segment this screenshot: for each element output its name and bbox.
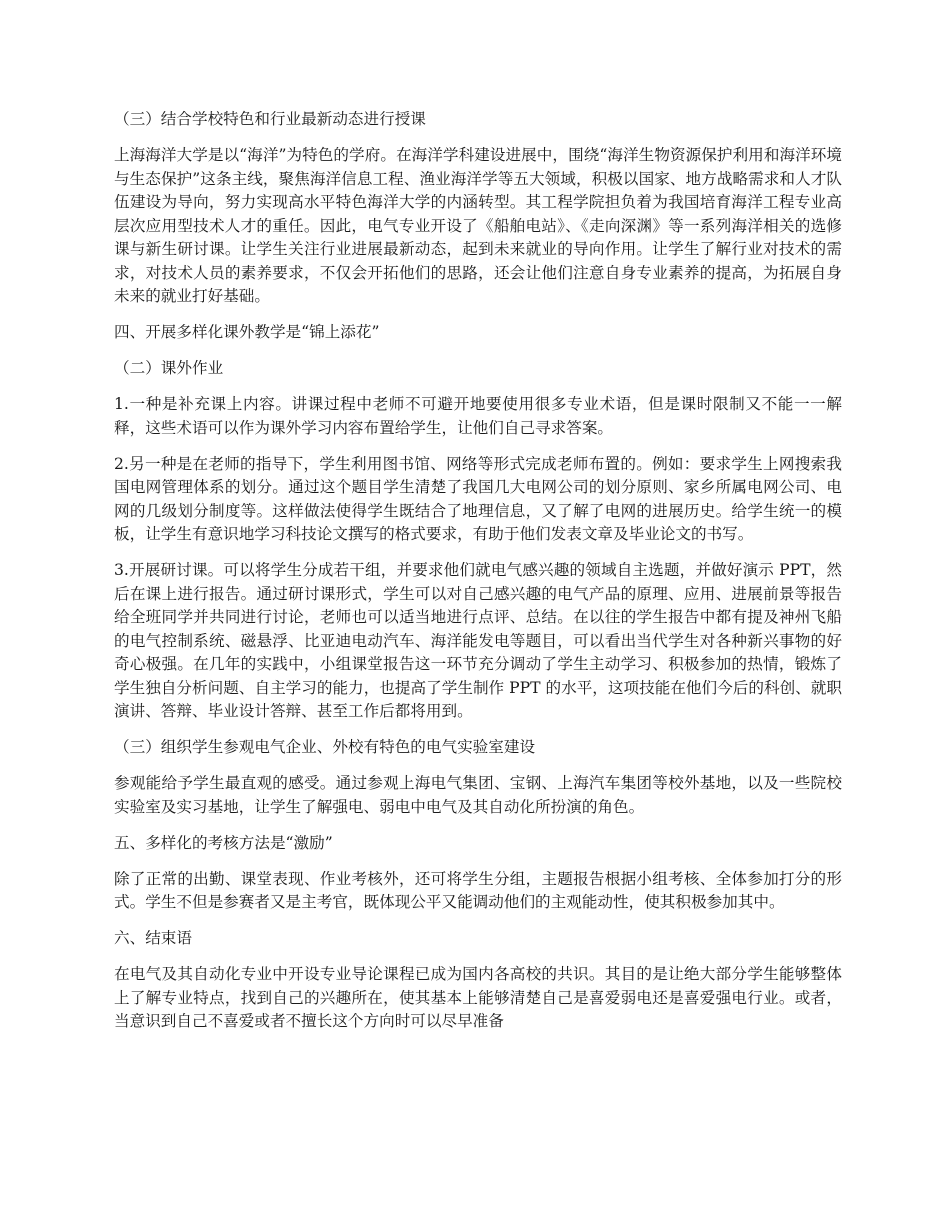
paragraph-assessment: 除了正常的出勤、课堂表现、作业考核外，还可将学生分组，主题报告根据小组考核、全体参加打分的形式。学生不但是参赛者又是主考官，既体现公平又能调动他们的主观能动性，使其积极参加其中。 [114, 869, 842, 911]
section-heading-homework: （二）课外作业 [114, 359, 224, 377]
paragraph-company-visits: 参观能给予学生最直观的感受。通过参观上海电气集团、宝钢、上海汽车集团等校外基地，以及一些院校实验室及实习基地，让学生了解强电、弱电中电气及其自动化所扮演的角色。 [114, 774, 842, 816]
paragraph-homework-item-3: 3.开展研讨课。可以将学生分成若干组，并要求他们就电气感兴趣的领域自主选题，并做好演示 PPT，然后在课上进行报告。通过研讨课形式，学生可以对自己感兴趣的电气产品的原理、应用、进展前景等报告给全班同学并共同进行讨论，老师也可以适当地进行点评、总结。在以往的学生报告中都有提及神州飞船的电气控制系统、磁悬浮、比亚迪电动汽车、海洋能发电等题目，可以看出当代学生对各种新兴事物的好奇心极强。在几年的实践中，小组课堂报告这一环节充分调动了学生主动学习、积极参加的热情，锻炼了学生独自分析问题、自主学习的能力，也提高了学生制作 PPT 的水平，这项技能在他们今后的科创、就职演讲、答辩、毕业设计答辩、甚至工作后都将用到。 [114, 561, 842, 720]
document-body [114, 108, 842, 1046]
section-heading-conclusion: 六、结束语 [114, 929, 192, 947]
paragraph-homework-item-1: 1.一种是补充课上内容。讲课过程中老师不可避开地要使用很多专业术语，但是课时限制又不能一一解释，这些术语可以作为课外学习内容布置给学生，让他们自己寻求答案。 [114, 395, 842, 437]
section-heading-company-visits: （三）组织学生参观电气企业、外校有特色的电气实验室建设 [114, 738, 536, 756]
paragraph-conclusion: 在电气及其自动化专业中开设专业导论课程已成为国内各高校的共识。其目的是让绝大部分学生能够整体上了解专业特点，找到自己的兴趣所在，使其基本上能够清楚自己是喜爱弱电还是喜爱强电行业。或者，当意识到自己不喜爱或者不擅长这个方向时可以尽早准备 [114, 965, 842, 1030]
section-heading-extracurricular-teaching: 四、开展多样化课外教学是“锦上添花” [114, 323, 380, 341]
paragraph-homework-item-2: 2.另一种是在老师的指导下，学生利用图书馆、网络等形式完成老师布置的。例如：要求学生上网搜索我国电网管理体系的划分。通过这个题目学生清楚了我国几大电网公司的划分原则、家乡所属电网公司、电网的几级划分制度等。这样做法使得学生既结合了地理信息，又了解了电网的进展历史。给学生统一的模板，让学生有意识地学习科技论文撰写的格式要求，有助于他们发表文章及毕业论文的书写。 [114, 454, 842, 543]
section-heading-school-features: （三）结合学校特色和行业最新动态进行授课 [114, 110, 426, 128]
section-heading-assessment: 五、多样化的考核方法是“激励” [114, 833, 333, 852]
paragraph-shanghai-ocean-university: 上海海洋大学是以“海洋”为特色的学府。在海洋学科建设进展中，围绕“海洋生物资源保护利用和海洋环境与生态保护”这条主线，聚焦海洋信息工程、渔业海洋学等五大领域，积极以国家、地方战略需求和人才队伍建设为导向，努力实现高水平特色海洋大学的内涵转型。其工程学院担负着为我国培育海洋工程专业高层次应用型技术人才的重任。因此，电气专业开设了《船舶电站》、《走向深渊》等一系列海洋相关的选修课与新生研讨课。让学生关注行业进展最新动态，起到未来就业的导向作用。让学生了解行业对技术的需求，对技术人员的素养要求，不仅会开拓他们的思路，还会让他们注意自身专业素养的提高，为拓展自身未来的就业打好基础。 [114, 146, 842, 305]
